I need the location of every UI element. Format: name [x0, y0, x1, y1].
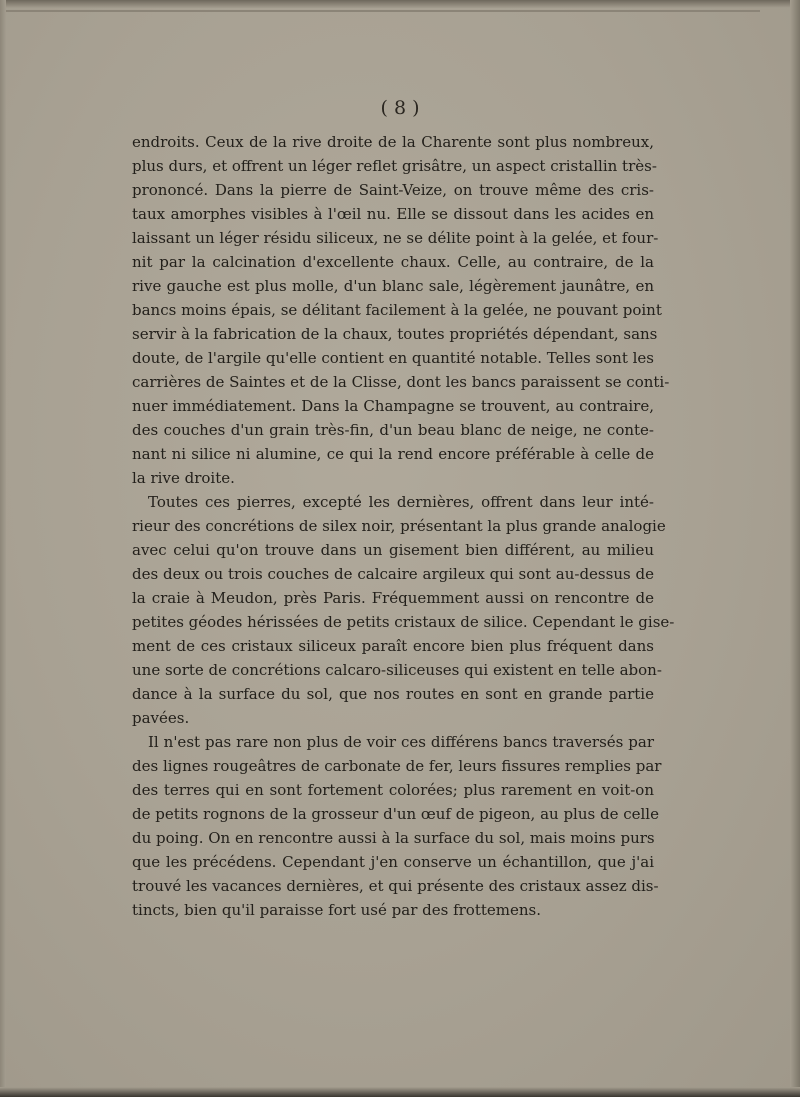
text-line: Toutes ces pierres, excepté les dernières, offrent dans leur inté-: [148, 493, 654, 511]
text-line: plus durs, et offrent un léger reflet grisâtre, un aspect cristallin très-: [132, 157, 657, 175]
text-line: des deux ou trois couches de calcaire argileux qui sont au-dessus de: [132, 565, 654, 583]
text-line: du poing. On en rencontre aussi à la surface du sol, mais moins purs: [132, 829, 655, 847]
text-line: des couches d'un grain très-fin, d'un beau blanc de neige, ne conte-: [132, 421, 654, 439]
body-text: [132, 130, 675, 922]
text-line: Il n'est pas rare non plus de voir ces différens bancs traversés par: [148, 733, 654, 751]
text-line: pavées.: [132, 709, 190, 727]
page-right-edge: [790, 0, 800, 1097]
text-line: ment de ces cristaux siliceux paraît encore bien plus fréquent dans: [132, 637, 654, 655]
page-left-edge: [0, 0, 6, 1097]
text-line: avec celui qu'on trouve dans un gisement bien différent, au milieu: [132, 541, 654, 559]
text-line: petites géodes hérissées de petits cristaux de silice. Cependant le gise-: [132, 613, 675, 631]
text-line: trouvé les vacances dernières, et qui présente des cristaux assez dis-: [132, 877, 659, 895]
text-line: servir à la fabrication de la chaux, toutes propriétés dépendant, sans: [132, 325, 658, 343]
text-line: une sorte de concrétions calcaro-siliceuses qui existent en telle abon-: [132, 661, 662, 679]
page-top-rule: [0, 10, 760, 12]
text-line: tincts, bien qu'il paraisse fort usé par des frottemens.: [132, 901, 541, 919]
page-top-edge: [0, 0, 800, 8]
text-line: doute, de l'argile qu'elle contient en quantité notable. Telles sont les: [132, 349, 654, 367]
text-line: la rive droite.: [132, 469, 235, 487]
text-line: des lignes rougeâtres de carbonate de fer, leurs fissures remplies par: [132, 757, 662, 775]
text-line: dance à la surface du sol, que nos routes en sont en grande partie: [132, 685, 654, 703]
text-line: bancs moins épais, se délitant facilement à la gelée, ne pouvant point: [132, 301, 662, 319]
text-line: carrières de Saintes et de la Clisse, dont les bancs paraissent se conti-: [132, 373, 670, 391]
page-bottom-edge: [0, 1087, 800, 1097]
text-line: rieur des concrétions de silex noir, présentant la plus grande analogie: [132, 517, 666, 535]
text-line: que les précédens. Cependant j'en conserve un échantillon, que j'ai: [132, 853, 654, 871]
text-line: nuer immédiatement. Dans la Champagne se trouvent, au contraire,: [132, 397, 654, 415]
text-line: prononcé. Dans la pierre de Saint-Veize, on trouve même des cris-: [132, 181, 654, 199]
text-line: rive gauche est plus molle, d'un blanc sale, légèrement jaunâtre, en: [132, 277, 654, 295]
page-number: ( 8 ): [380, 97, 420, 119]
text-line: laissant un léger résidu siliceux, ne se délite point à la gelée, et four-: [132, 229, 659, 247]
text-line: endroits. Ceux de la rive droite de la Charente sont plus nombreux,: [132, 133, 654, 151]
text-line: nant ni silice ni alumine, ce qui la rend encore préférable à celle de: [132, 445, 654, 463]
text-line: de petits rognons de la grosseur d'un œuf de pigeon, au plus de celle: [132, 805, 659, 823]
text-line: la craie à Meudon, près Paris. Fréquemment aussi on rencontre de: [132, 589, 654, 607]
text-line: taux amorphes visibles à l'œil nu. Elle se dissout dans les acides en: [132, 205, 654, 223]
text-line: nit par la calcination d'excellente chaux. Celle, au contraire, de la: [132, 253, 654, 271]
text-line: des terres qui en sont fortement colorées; plus rarement en voit-on: [132, 781, 654, 799]
